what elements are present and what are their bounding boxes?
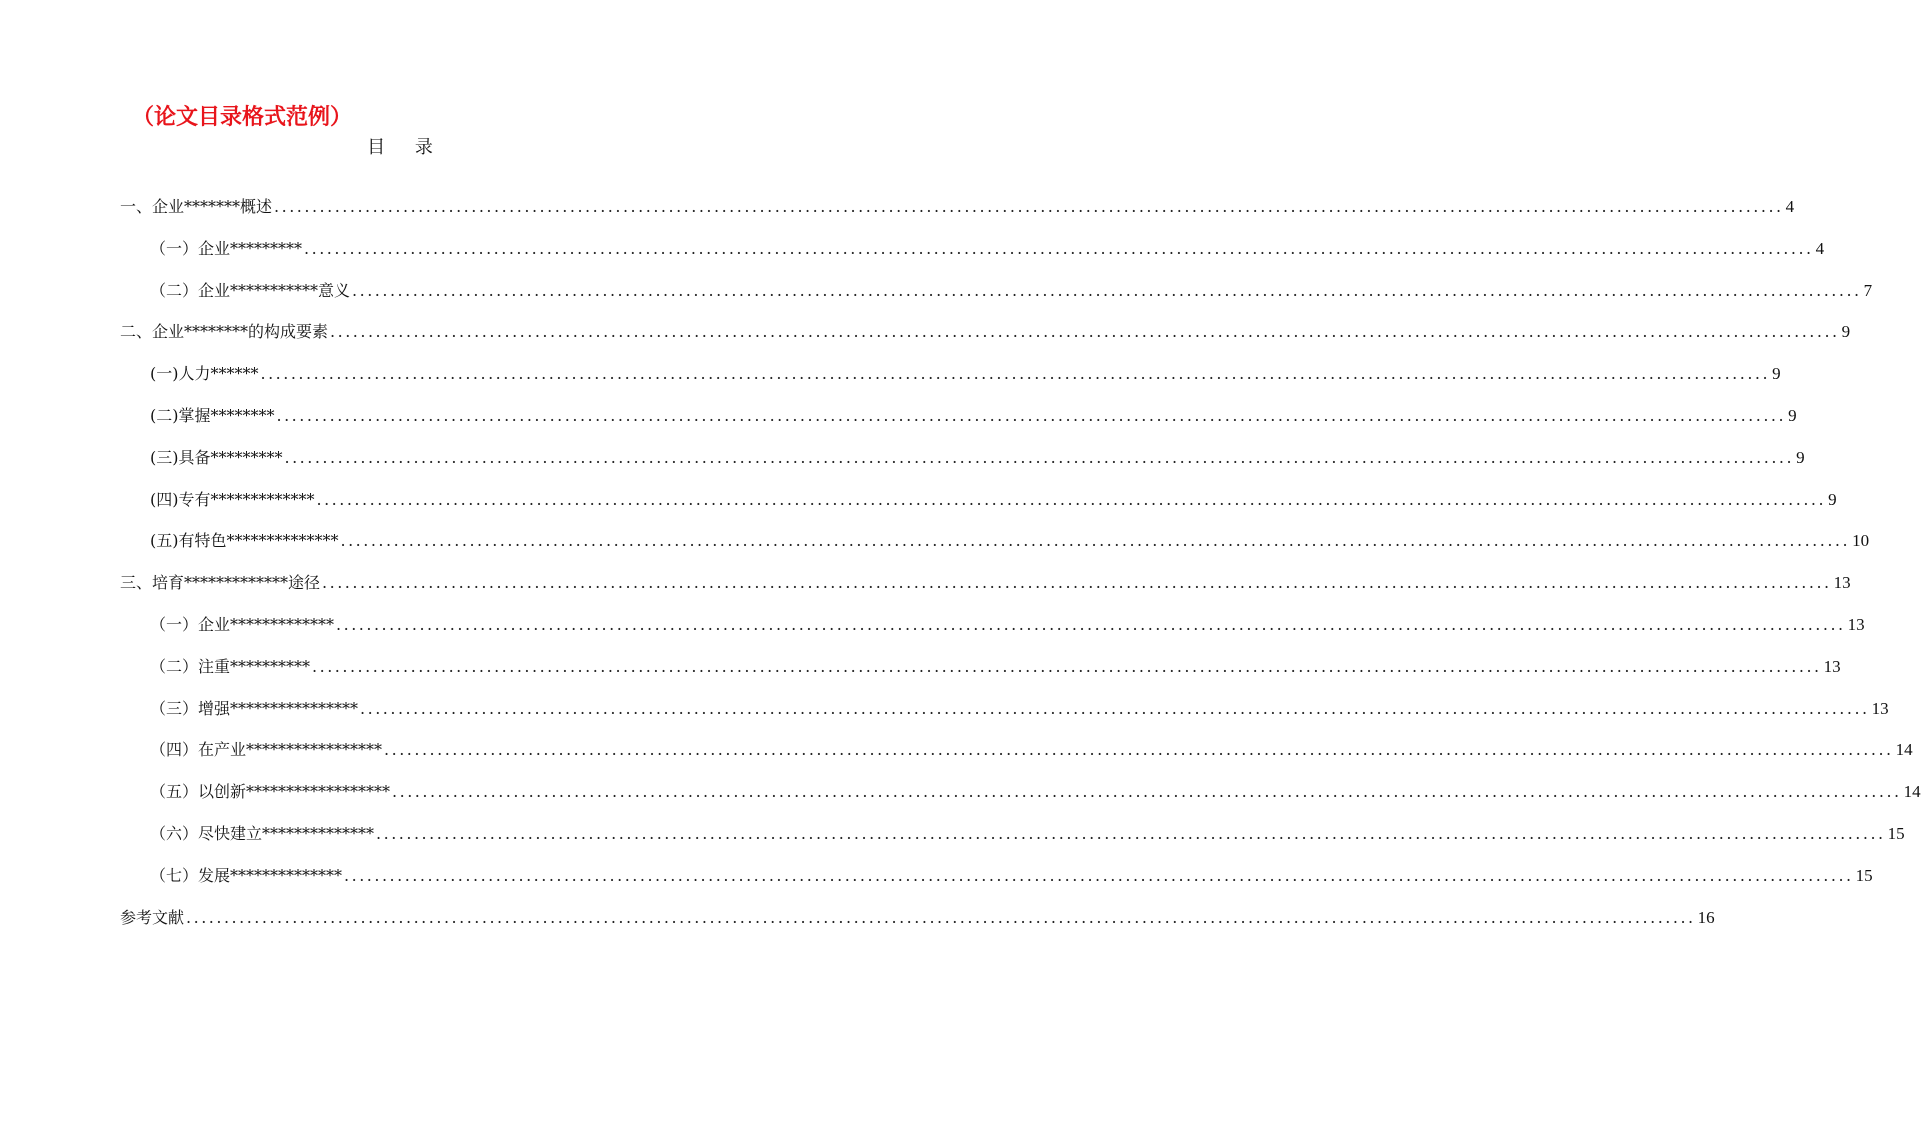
toc-leader-dots: ....................................................................................................................................................................................................... [360, 698, 1870, 718]
toc-leader-dots: ....................................................................................................................................................................................................... [186, 907, 1696, 927]
toc-leader-dots: ....................................................................................................................................................................................................... [322, 573, 1832, 593]
toc-entry[interactable] [150, 529, 1870, 553]
toc-entry-page: 15 [1887, 824, 1905, 843]
toc-entry-title: （一）企业********* [150, 238, 303, 258]
toc-entry-page: 4 [1815, 238, 1825, 258]
toc-entry-page: 13 [1847, 615, 1865, 634]
toc-leader-dots: ....................................................................................................................................................................................................... [392, 782, 1902, 802]
toc-leader-dots: ....................................................................................................................................................................................................... [340, 531, 1851, 551]
toc-entry-title: （二）企业***********意义 [150, 280, 351, 300]
toc-entry-title: 参考文献 [120, 907, 185, 927]
toc-entry-page: 15 [1855, 865, 1873, 885]
format-example-note: （论文目录格式范例） [132, 105, 353, 130]
toc-entry-page: 7 [1863, 280, 1873, 300]
toc-entry-page: 13 [1871, 698, 1889, 718]
toc-entry[interactable] [150, 279, 1873, 303]
toc-leader-dots: ....................................................................................................................................................................................................... [344, 865, 1854, 885]
toc-entry[interactable] [120, 906, 1715, 930]
toc-leader-dots: ....................................................................................................................................................................................................... [276, 406, 1787, 425]
toc-entry[interactable] [120, 320, 1851, 344]
toc-entry-page: 9 [1828, 489, 1837, 509]
toc-leader-dots: ....................................................................................................................................................................................................... [274, 197, 1784, 216]
toc-leader-dots: ....................................................................................................................................................................................................... [284, 447, 1795, 467]
toc-entry-title: (四)专有************* [150, 489, 315, 509]
toc-entry-page: 13 [1833, 573, 1851, 593]
toc-entry-page: 9 [1788, 406, 1797, 425]
toc-leader-dots: ....................................................................................................................................................................................................... [352, 280, 1862, 300]
toc-entry[interactable] [150, 738, 1913, 762]
toc-entry-title: (五)有特色************** [150, 531, 339, 551]
toc-entry-title: (三)具备********* [150, 447, 283, 467]
toc-entry-page: 16 [1697, 907, 1715, 927]
toc-leader-dots: ....................................................................................................................................................................................................... [384, 740, 1894, 760]
toc-entry-page: 10 [1852, 531, 1870, 551]
toc-entry-page: 9 [1841, 322, 1851, 342]
toc-entry-page: 9 [1796, 447, 1805, 467]
toc-entry-title: （六）尽快建立************** [150, 824, 375, 843]
toc-entry-title: （三）增强**************** [150, 698, 359, 718]
toc-leader-dots: ....................................................................................................................................................................................................... [304, 238, 1814, 258]
toc-title: 目 录 [367, 137, 445, 158]
toc-entry[interactable] [150, 404, 1797, 428]
toc-entry-title: 一、企业*******概述 [120, 197, 273, 216]
toc-entry[interactable] [150, 237, 1825, 261]
toc-entry-title: （七）发展************** [150, 865, 343, 885]
toc-entry[interactable] [150, 822, 1905, 846]
toc-entry-page: 14 [1895, 740, 1913, 760]
toc-leader-dots: ....................................................................................................................................................................................................... [312, 656, 1822, 676]
toc-entry-page: 13 [1823, 656, 1841, 676]
toc-leader-dots: ....................................................................................................................................................................................................... [260, 364, 1771, 384]
toc-entry-page: 14 [1903, 782, 1921, 802]
toc-entry-page: 9 [1772, 364, 1781, 384]
toc-entry[interactable] [150, 362, 1781, 386]
toc-entry-title: （二）注重********** [150, 656, 311, 676]
toc-leader-dots: ....................................................................................................................................................................................................... [336, 615, 1846, 634]
toc-entry-title: （一）企业************* [150, 615, 335, 634]
toc-entry[interactable] [150, 613, 1865, 637]
toc-entry[interactable] [150, 488, 1837, 512]
toc-entry-title: （五）以创新****************** [150, 782, 391, 802]
toc-entry-page: 4 [1785, 197, 1795, 216]
toc-entry-title: (一)人力****** [150, 364, 259, 384]
toc-entry-title: 二、企业********的构成要素 [120, 322, 329, 342]
toc-entry[interactable] [120, 195, 1795, 219]
toc-entry[interactable] [150, 864, 1873, 888]
toc-entry-title: (二)掌握******** [150, 406, 275, 425]
toc-leader-dots: ....................................................................................................................................................................................................... [330, 322, 1840, 342]
toc-entry[interactable] [150, 446, 1805, 470]
toc-entry[interactable] [150, 780, 1921, 804]
toc-entry-title: 三、培育*************途径 [120, 573, 321, 593]
toc-leader-dots: ....................................................................................................................................................................................................... [376, 824, 1886, 843]
toc-entry[interactable] [150, 697, 1889, 721]
toc-entry[interactable] [120, 571, 1851, 595]
toc-entry-title: （四）在产业***************** [150, 740, 383, 760]
toc-entry[interactable] [150, 655, 1841, 679]
toc-leader-dots: ....................................................................................................................................................................................................... [316, 489, 1827, 509]
